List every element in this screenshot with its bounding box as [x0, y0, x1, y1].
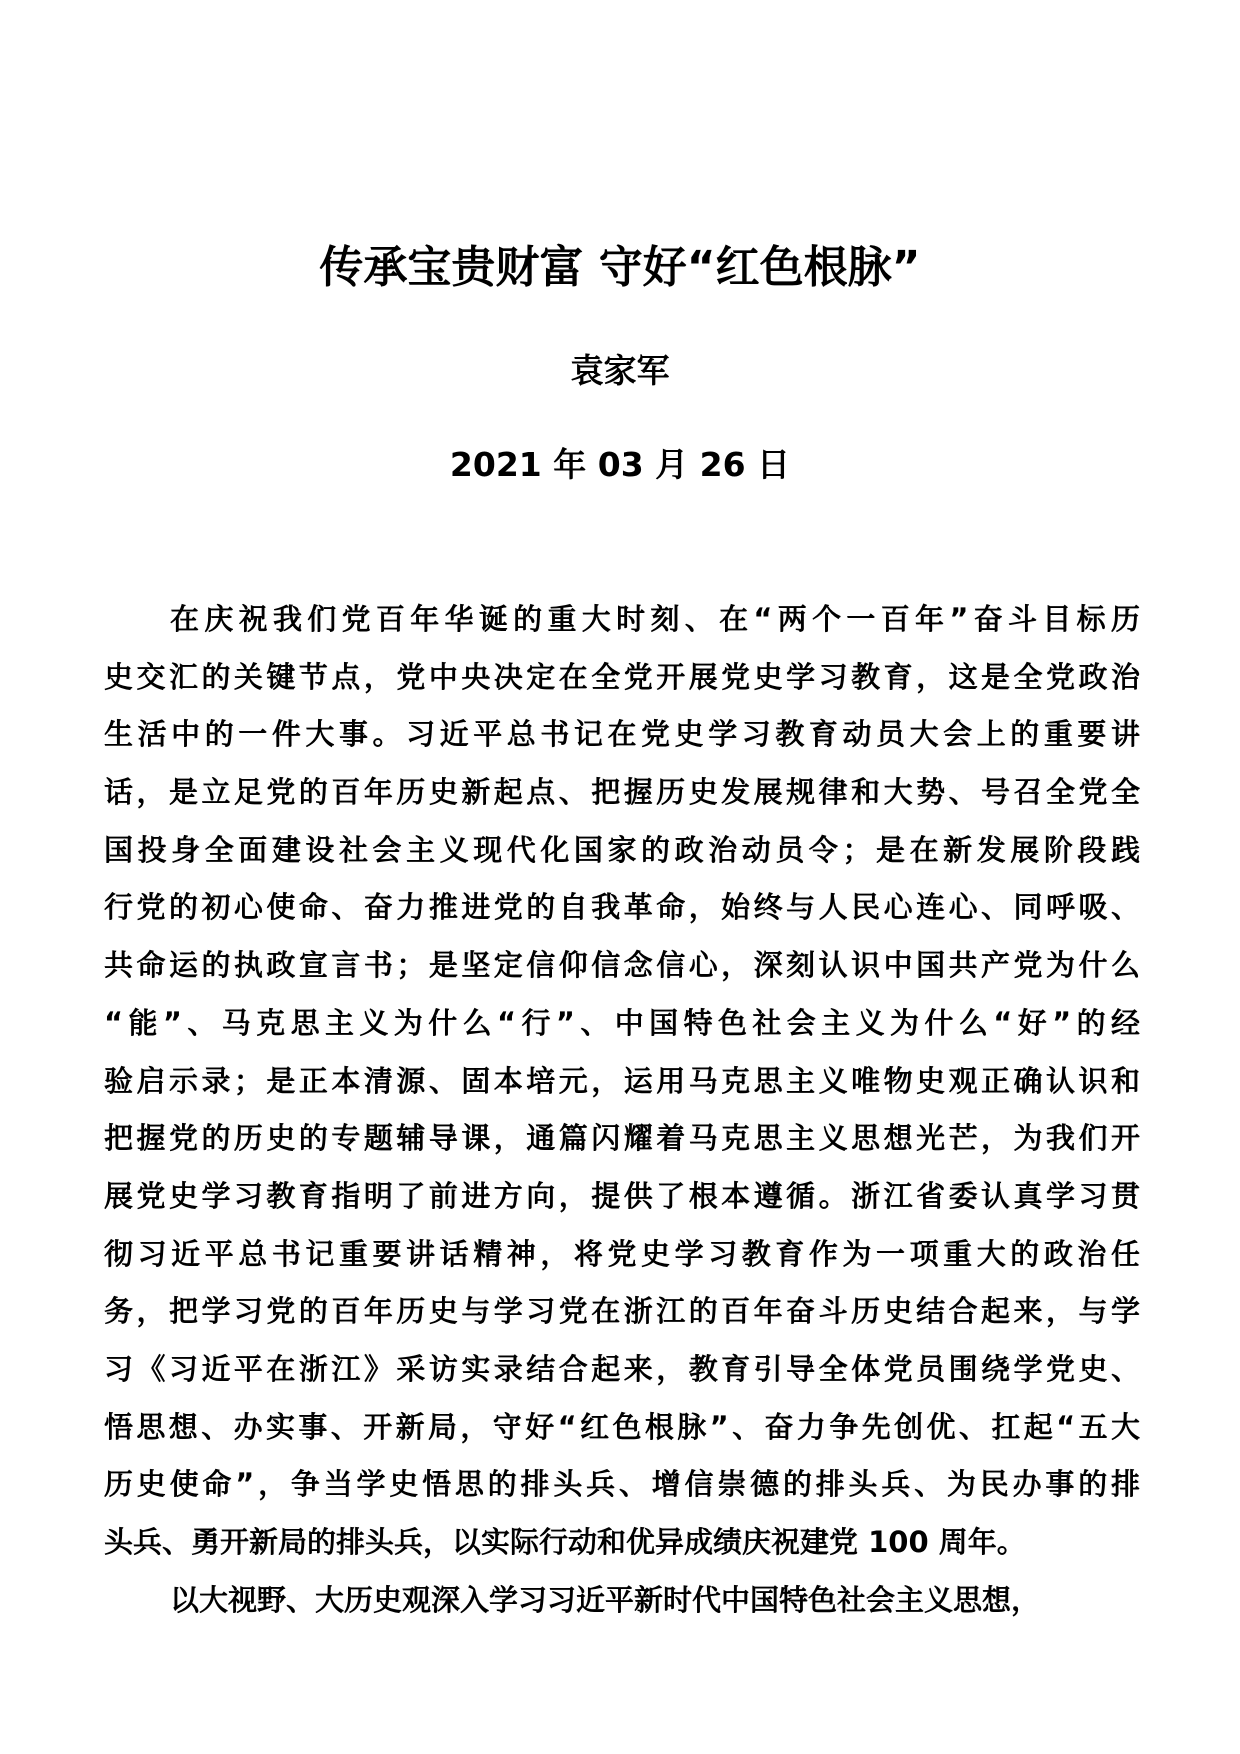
- paragraph-2-line-1: 以大视野、大历史观深入学习习近平新时代中国特色社会主义思想，: [170, 1582, 1041, 1617]
- document-title: 传承宝贵财富 守好“红色根脉”: [319, 242, 921, 293]
- paragraph-1-line-8: “能”、马克思主义为什么“行”、中国特色社会主义为什么“好”的经: [104, 1005, 1140, 1040]
- paragraph-1-line-1: 在庆祝我们党百年华诞的重大时刻、在“两个一百年”奋斗目标历: [170, 602, 1140, 636]
- paragraph-1-line-4: 话，是立足党的百年历史新起点、把握历史发展规律和大势、号召全党全: [104, 775, 1140, 810]
- paragraph-1-line-6: 行党的初心使命、奋力推进党的自我革命，始终与人民心连心、同呼吸、: [104, 890, 1140, 925]
- paragraph-1-line-9: 验启示录；是正本清源、固本培元，运用马克思主义唯物史观正确认识和: [104, 1063, 1140, 1098]
- document-author: 袁家军: [570, 351, 670, 390]
- paragraph-1-line-17: 头兵、勇开新局的排头兵，以实际行动和优异成绩庆祝建党 100 周年。: [104, 1525, 1026, 1559]
- paragraph-1-line-16: 历史使命”，争当学史悟思的排头兵、增信崇德的排头兵、为民办事的排: [104, 1467, 1140, 1502]
- paragraph-1-line-14: 习《习近平在浙江》采访实录结合起来，教育引导全体党员围绕学党史、: [104, 1351, 1140, 1386]
- paragraph-1-line-11: 展党史学习教育指明了前进方向，提供了根本遵循。浙江省委认真学习贯: [104, 1178, 1140, 1213]
- document-date: 2021 年 03 月 26 日: [449, 445, 791, 484]
- paragraph-1-line-13: 务，把学习党的百年历史与学习党在浙江的百年奋斗历史结合起来，与学: [104, 1294, 1140, 1329]
- paragraph-1-line-2: 史交汇的关键节点，党中央决定在全党开展党史学习教育，这是全党政治: [104, 659, 1140, 694]
- paragraph-1-line-10: 把握党的历史的专题辅导课，通篇闪耀着马克思主义思想光芒，为我们开: [104, 1121, 1140, 1156]
- paragraph-1-line-5: 国投身全面建设社会主义现代化国家的政治动员令；是在新发展阶段践: [104, 832, 1140, 867]
- paragraph-1-line-15: 悟思想、办实事、开新局，守好“红色根脉”、奋力争先创优、扛起“五大: [104, 1409, 1140, 1444]
- paragraph-1-line-7: 共命运的执政宣言书；是坚定信仰信念信心，深刻认识中国共产党为什么: [104, 948, 1140, 983]
- paragraph-1-line-12: 彻习近平总书记重要讲话精神，将党史学习教育作为一项重大的政治任: [104, 1236, 1140, 1271]
- document-body: [104, 591, 1140, 1629]
- paragraph-1-line-3: 生活中的一件大事。习近平总书记在党史学习教育动员大会上的重要讲: [104, 717, 1140, 752]
